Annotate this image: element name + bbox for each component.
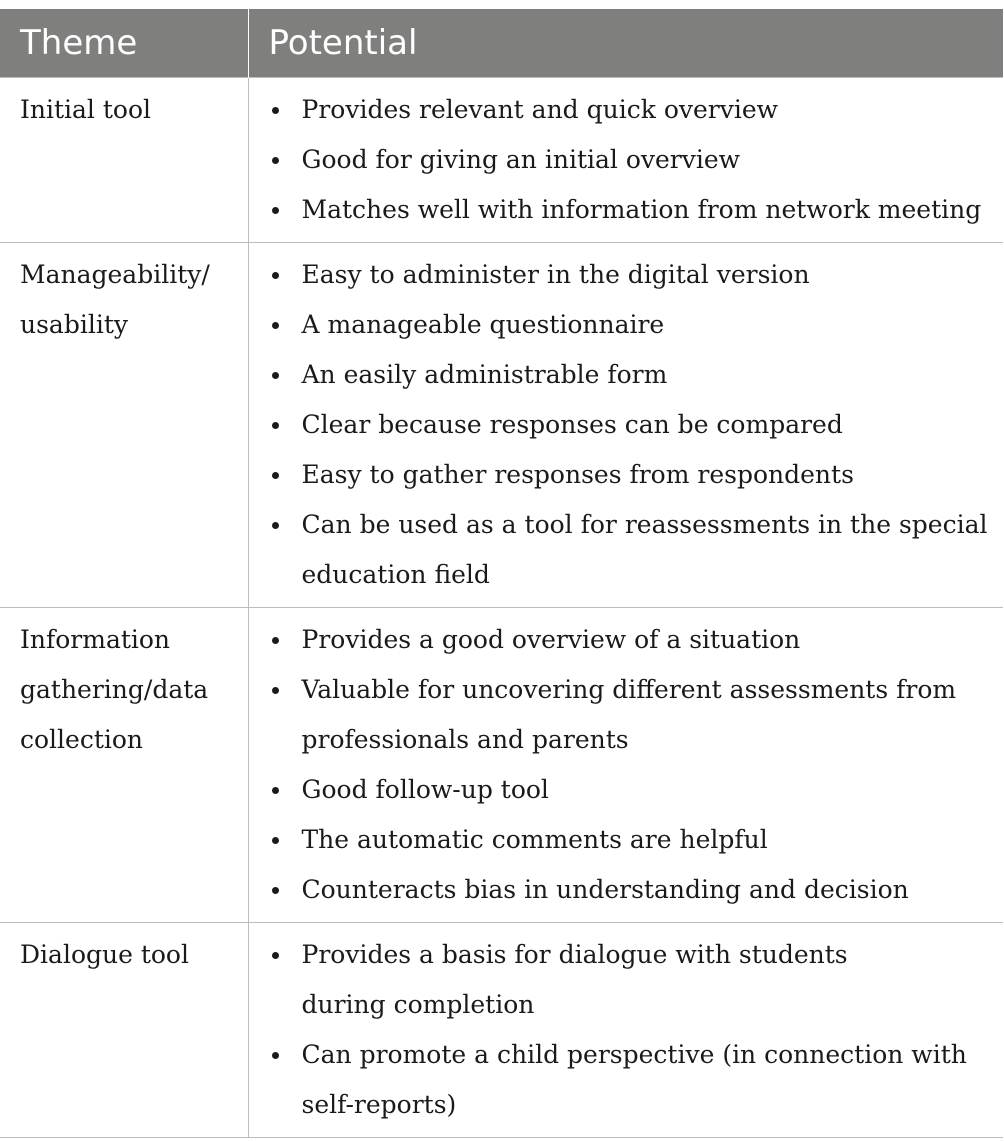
list-item: A manageable questionnaire — [249, 300, 1004, 350]
list-item: An easily administrable form — [249, 350, 1004, 400]
list-item: Clear because responses can be compared — [249, 400, 1004, 450]
list-item: The automatic comments are helpful — [249, 815, 1004, 865]
list-item: Easy to gather responses from respondents — [249, 450, 1004, 500]
theme-cell — [0, 243, 248, 608]
potential-cell — [248, 243, 1003, 608]
potential-cell — [248, 923, 1003, 1138]
theme-label: Manageability/ usability — [20, 260, 210, 339]
potential-list — [249, 930, 1004, 1130]
potential-cell — [248, 78, 1003, 243]
list-item: Counteracts bias in understanding and decision — [249, 865, 1004, 915]
theme-label: Initial tool — [20, 95, 152, 124]
potential-list — [249, 615, 1004, 915]
table-row — [0, 243, 1003, 608]
list-item: Valuable for uncovering different assessments from professionals and parents — [249, 665, 1004, 765]
themes-table — [0, 9, 1003, 1138]
theme-cell — [0, 608, 248, 923]
table-row — [0, 923, 1003, 1138]
potential-cell — [248, 608, 1003, 923]
list-item: Matches well with information from network meeting — [249, 185, 1004, 235]
list-item: Easy to administer in the digital version — [249, 250, 1004, 300]
theme-cell — [0, 78, 248, 243]
potential-list — [249, 250, 1004, 600]
table-row — [0, 78, 1003, 243]
list-item: Can be used as a tool for reassessments in the special education field — [249, 500, 1004, 600]
table-row — [0, 608, 1003, 923]
theme-cell — [0, 923, 248, 1138]
theme-label: Information gathering/data collection — [20, 625, 209, 754]
list-item: Good for giving an initial overview — [249, 135, 1004, 185]
header-potential: Potential — [248, 9, 1003, 78]
header-theme: Theme — [0, 9, 248, 78]
header-row — [0, 9, 1003, 78]
potential-list — [249, 85, 1004, 235]
list-item: Good follow-up tool — [249, 765, 1004, 815]
list-item: Can promote a child perspective (in connection with self-reports) — [249, 1030, 1004, 1130]
theme-label: Dialogue tool — [20, 940, 189, 969]
list-item: Provides a good overview of a situation — [249, 615, 1004, 665]
list-item: Provides relevant and quick overview — [249, 85, 1004, 135]
list-item: Provides a basis for dialogue with students during completion — [249, 930, 1004, 1030]
